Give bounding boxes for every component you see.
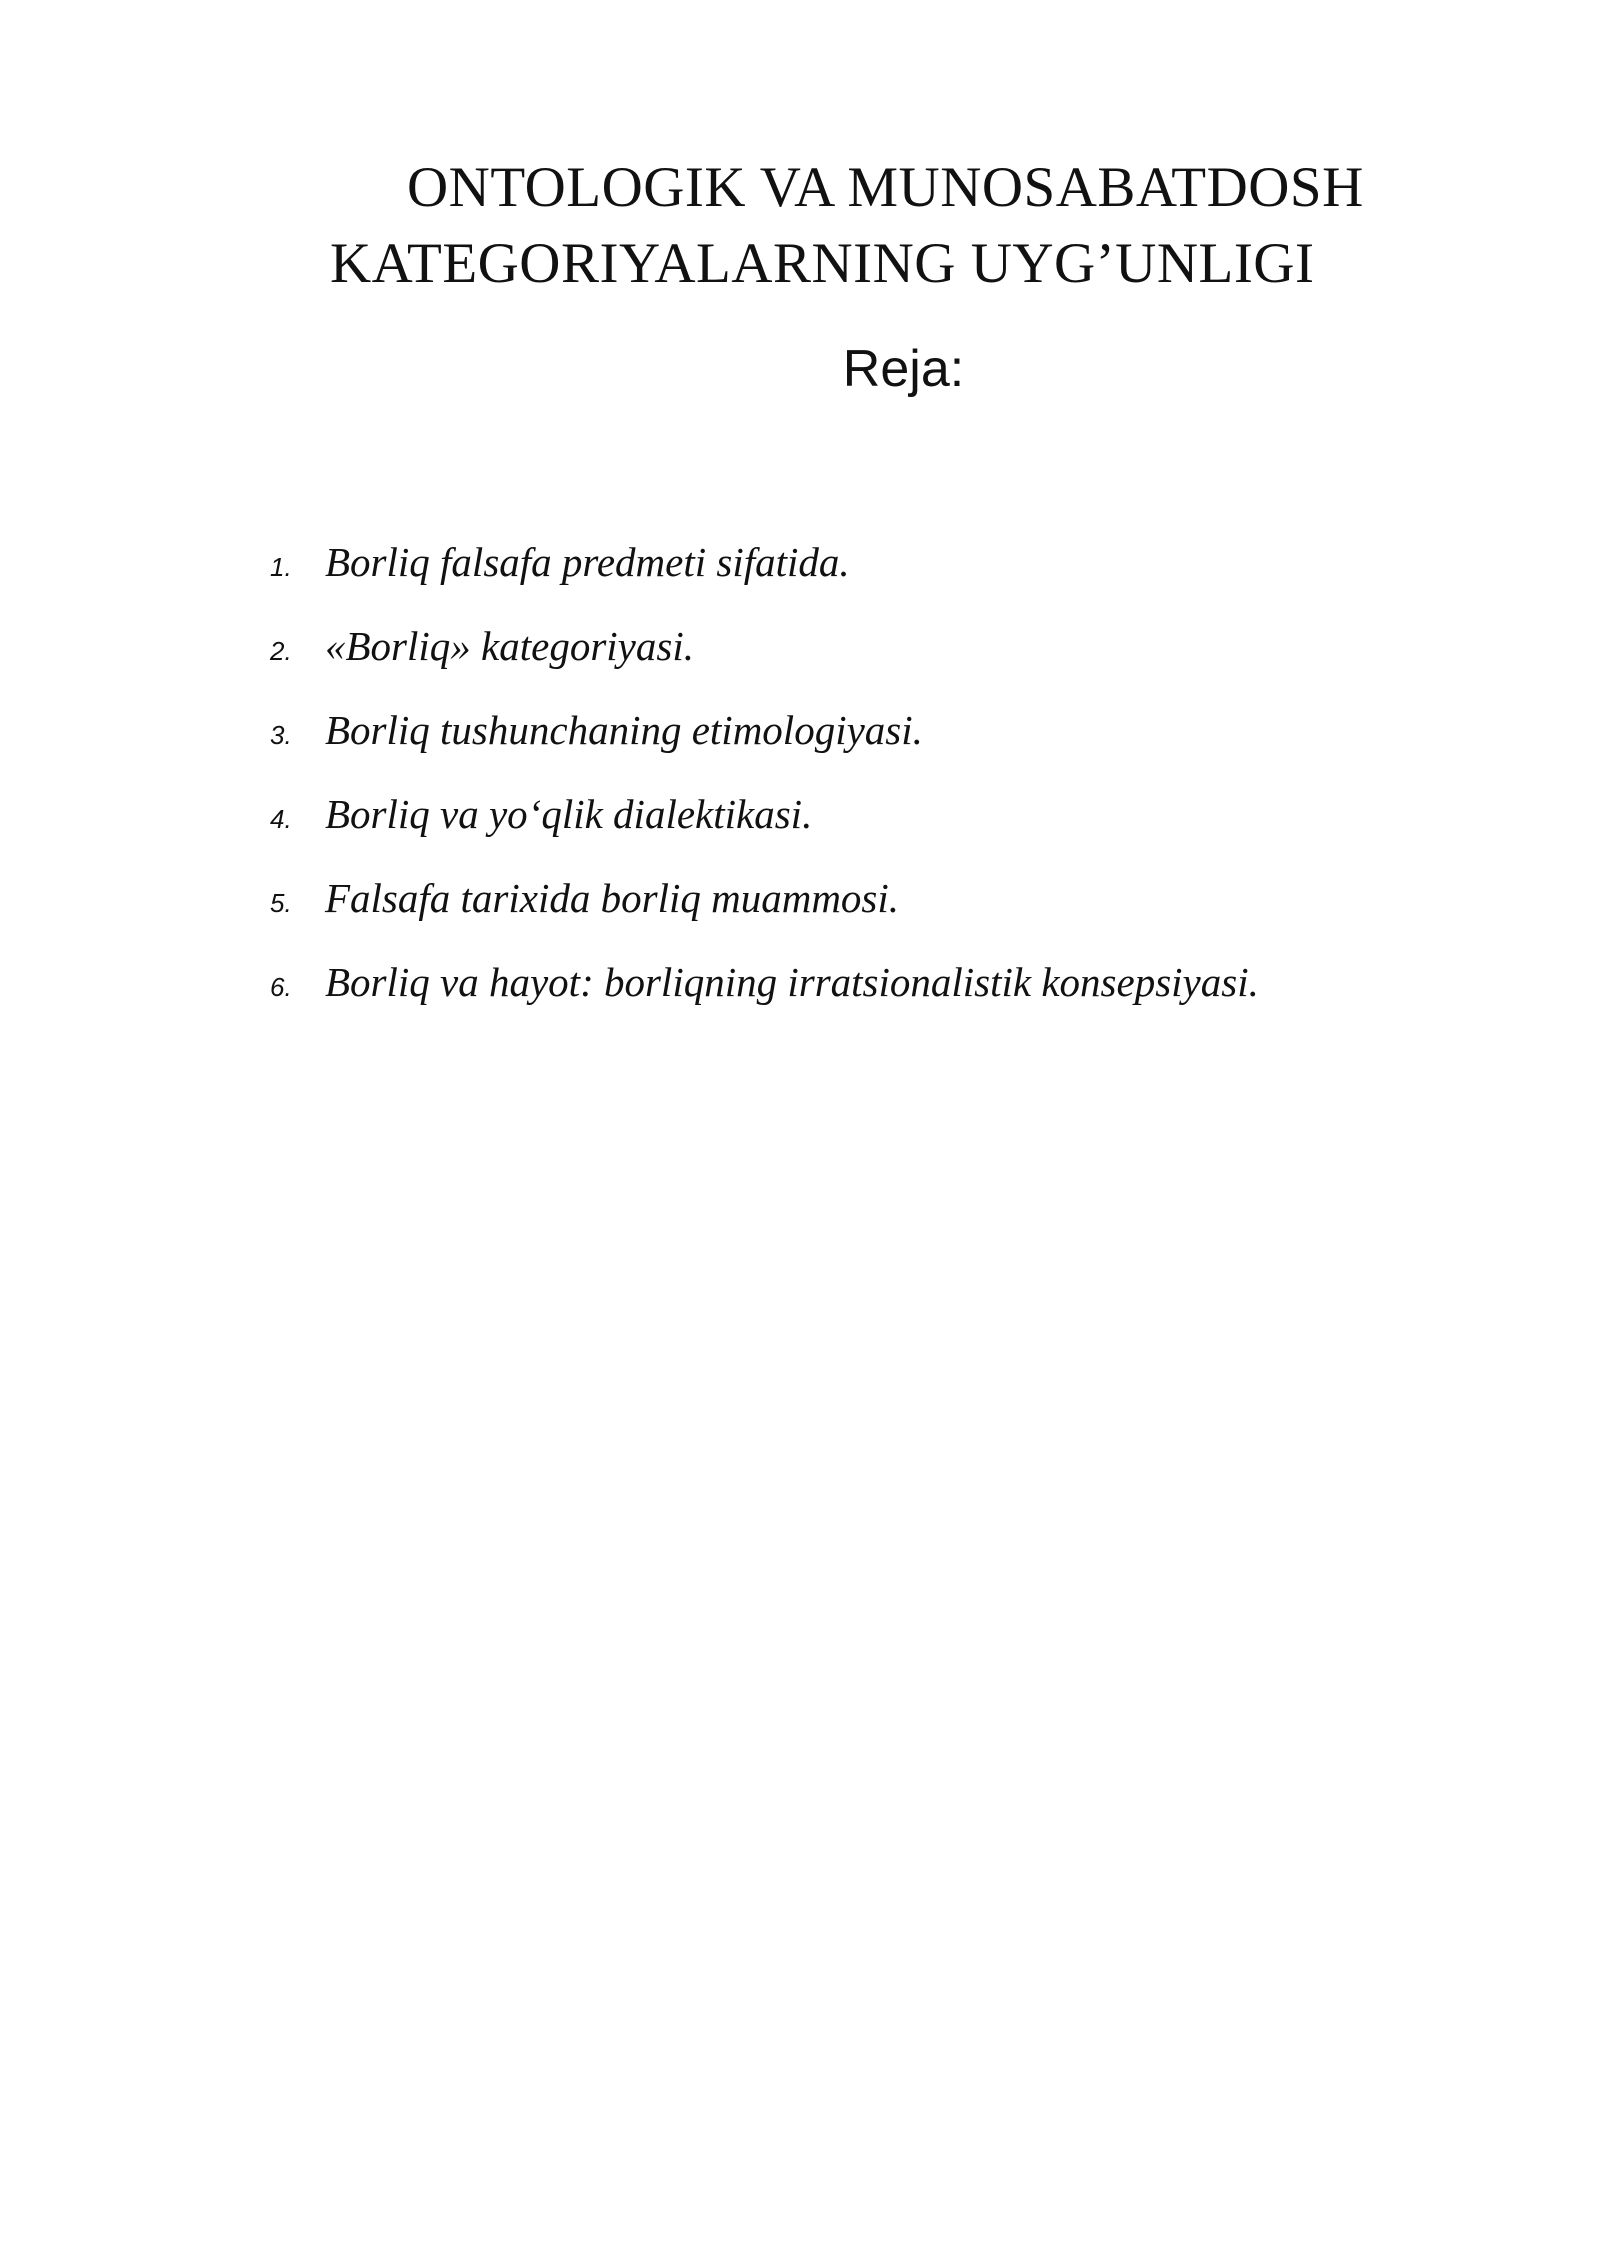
plan-list bbox=[270, 538, 1259, 1042]
plan-item-number: 5. bbox=[270, 888, 292, 918]
plan-item bbox=[270, 874, 1259, 958]
title-line-1: ONTOLOGIK VA MUNOSABATDOSH bbox=[407, 156, 1364, 219]
plan-item-text: Falsafa tarixida borliq muammosi. bbox=[325, 875, 900, 921]
plan-item-number: 3. bbox=[270, 720, 292, 750]
plan-item-text: Borliq va hayot: borliqning irratsionalistik konsepsiyasi. bbox=[325, 959, 1259, 1005]
plan-item bbox=[270, 706, 1259, 790]
plan-item-text: Borliq tushunchaning etimologiyasi. bbox=[325, 707, 923, 753]
plan-item bbox=[270, 622, 1259, 706]
plan-item-number: 2. bbox=[270, 636, 292, 666]
plan-item-text: «Borliq» kategoriyasi. bbox=[325, 623, 694, 669]
plan-item-number: 4. bbox=[270, 804, 292, 834]
plan-item-text: Borliq falsafa predmeti sifatida. bbox=[325, 539, 850, 585]
plan-item-text: Borliq va yo‘qlik dialektikasi. bbox=[325, 791, 813, 837]
plan-item bbox=[270, 790, 1259, 874]
plan-item bbox=[270, 958, 1259, 1042]
plan-item-number: 6. bbox=[270, 972, 292, 1002]
title-line-2: KATEGORIYALARNING UYG’UNLIGI bbox=[330, 232, 1315, 295]
plan-heading: Reja: bbox=[842, 340, 965, 398]
document-title bbox=[330, 150, 1480, 302]
plan-item bbox=[270, 538, 1259, 622]
plan-item-number: 1. bbox=[270, 552, 292, 582]
